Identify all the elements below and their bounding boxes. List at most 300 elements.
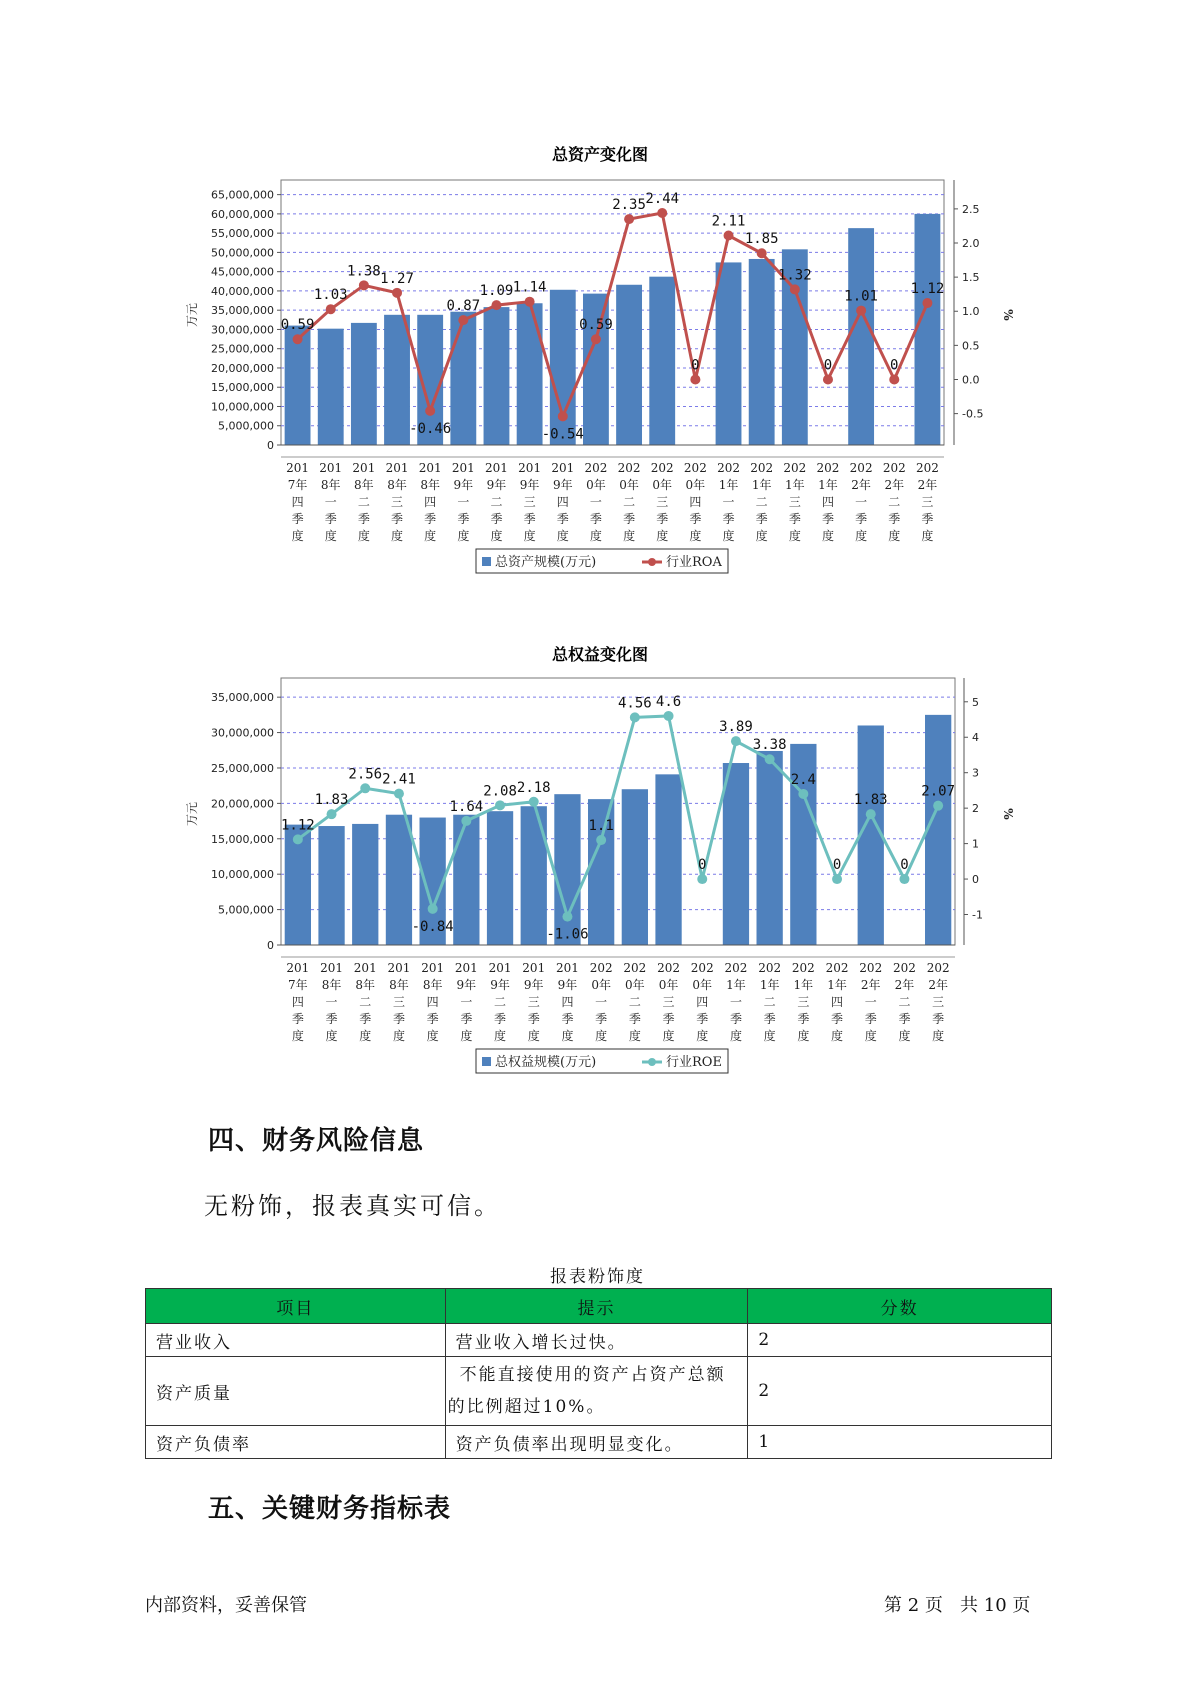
category-label: 季 <box>656 512 669 526</box>
category-label: 季 <box>523 512 536 526</box>
ratio-point <box>596 835 606 845</box>
ratio-data-label: -0.84 <box>411 918 454 935</box>
ratio-data-label: 1.83 <box>314 792 349 809</box>
category-label: 季 <box>457 512 470 526</box>
y2-tick-label: 2.5 <box>962 202 980 216</box>
ratio-data-label: 2.56 <box>348 766 383 783</box>
table-row <box>146 1324 1052 1357</box>
bar <box>622 789 648 945</box>
category-label: 季 <box>357 512 370 526</box>
table-caption: 报表粉饰度 <box>550 1267 645 1287</box>
category-label: 201 <box>485 461 508 475</box>
category-label: 度 <box>932 1029 945 1043</box>
ratio-data-label: 0 <box>900 857 909 874</box>
ratio-point <box>823 374 833 384</box>
category-label: 9年 <box>456 978 477 992</box>
category-label: 1年 <box>793 978 814 992</box>
category-label: 8年 <box>389 978 409 992</box>
category-label: 9年 <box>490 978 510 992</box>
category-label: 度 <box>821 529 834 543</box>
y2-tick-label: 2 <box>972 802 979 816</box>
category-label: 2年 <box>860 978 881 992</box>
category-label: 度 <box>755 529 768 543</box>
category-label: 四 <box>831 995 844 1009</box>
ratio-point <box>293 834 303 844</box>
category-label: 季 <box>490 512 503 526</box>
category-label: 度 <box>494 1029 507 1043</box>
category-label: 1年 <box>759 978 780 992</box>
footer-page-number: 第 2 页 共 10 页 <box>884 1595 1031 1616</box>
category-label: 8年 <box>320 478 341 492</box>
ratio-point <box>293 334 303 344</box>
plot-frame <box>281 678 955 945</box>
category-label: 1年 <box>718 478 739 492</box>
ratio-data-label: -0.54 <box>541 426 584 443</box>
table-cell: 营业收入 <box>146 1324 446 1357</box>
legend-label-bar: 总权益规模(万元) <box>495 1055 597 1070</box>
y2-tick-label: 0.5 <box>962 339 980 353</box>
category-label: 四 <box>291 495 304 509</box>
category-label: 度 <box>392 1029 405 1043</box>
category-label: 9年 <box>453 478 474 492</box>
category-label: 2年 <box>917 478 938 492</box>
category-label: 二 <box>888 495 901 509</box>
category-label: 1年 <box>785 478 805 492</box>
category-label: 0年 <box>591 978 611 992</box>
category-label: 度 <box>291 1029 304 1043</box>
table-row <box>146 1357 1052 1426</box>
table-cell: 2 <box>748 1357 1052 1426</box>
category-label: 一 <box>457 495 470 509</box>
category-label: 202 <box>816 461 840 475</box>
section4-summary: 无粉饰，报表真实可信。 <box>204 1192 501 1220</box>
category-label: 度 <box>325 1029 338 1043</box>
category-label: 二 <box>494 995 507 1009</box>
ratio-point <box>933 801 943 811</box>
bar <box>453 815 479 945</box>
category-label: 9年 <box>486 478 507 492</box>
ratio-data-label: 1.27 <box>380 270 414 287</box>
ratio-point <box>690 374 700 384</box>
category-label: 度 <box>898 1029 911 1043</box>
section4-heading: 四、财务风险信息 <box>208 1126 425 1156</box>
ratio-point <box>359 280 369 290</box>
table-header-cell: 提示 <box>445 1289 748 1324</box>
y-tick-label: 60,000,000 <box>211 207 274 221</box>
legend-label-line: 行业ROE <box>666 1055 722 1070</box>
bar <box>521 806 547 945</box>
category-label: 0年 <box>658 978 679 992</box>
bar <box>351 323 377 445</box>
category-label: 度 <box>788 529 801 543</box>
category-label: 202 <box>825 961 849 975</box>
ratio-data-label: 4.6 <box>655 693 682 710</box>
ratio-point <box>394 789 404 799</box>
category-label: 一 <box>855 495 868 509</box>
y2-tick-label: 0.0 <box>962 373 980 387</box>
ratio-data-label: 1.09 <box>479 283 514 300</box>
category-label: 2年 <box>928 978 948 992</box>
y2-tick-label: -1 <box>972 908 983 922</box>
category-label: 三 <box>932 995 945 1009</box>
bar <box>716 262 742 445</box>
plot-frame <box>281 180 944 445</box>
y-tick-label: 15,000,000 <box>211 832 274 846</box>
category-label: 201 <box>418 461 442 475</box>
y2-tick-label: 1.0 <box>962 305 980 319</box>
ratio-point <box>425 406 435 416</box>
category-label: 三 <box>797 995 810 1009</box>
bar <box>655 774 681 945</box>
ratio-data-label: 0 <box>698 857 707 874</box>
ratio-point <box>558 411 568 421</box>
ratio-data-label: 1.1 <box>588 818 614 835</box>
chart-title: 总资产变化图 <box>551 145 649 164</box>
category-label: 202 <box>849 461 873 475</box>
ratio-point <box>856 306 866 316</box>
category-label: 季 <box>662 1012 675 1026</box>
ratio-data-label: 0.59 <box>280 317 315 334</box>
category-label: 201 <box>385 461 409 475</box>
ratio-data-label: 2.44 <box>645 190 680 207</box>
ratio-data-label: -0.46 <box>409 420 452 437</box>
ratio-data-label: 4.56 <box>617 695 652 712</box>
bar <box>649 277 675 445</box>
ratio-data-label: 1.12 <box>910 281 945 298</box>
chart-title: 总权益变化图 <box>551 645 649 664</box>
category-label: 度 <box>797 1029 810 1043</box>
category-label: 度 <box>357 529 370 543</box>
ratio-data-label: 1.38 <box>347 263 381 280</box>
category-label: 度 <box>426 1029 439 1043</box>
category-label: 二 <box>490 495 503 509</box>
category-label: 202 <box>783 461 807 475</box>
ratio-data-label: 0 <box>832 857 842 874</box>
category-label: 度 <box>556 529 569 543</box>
bar <box>318 329 344 445</box>
ratio-point <box>790 284 800 294</box>
y2-tick-label: 1.5 <box>962 271 980 285</box>
table-header-cell: 项目 <box>146 1289 446 1324</box>
category-label: 度 <box>831 1029 844 1043</box>
category-label: 度 <box>855 529 868 543</box>
category-label: 季 <box>821 512 834 526</box>
ratio-data-label: 2.35 <box>612 197 646 214</box>
ratio-point <box>697 874 707 884</box>
bar <box>550 290 576 445</box>
y-tick-label: 20,000,000 <box>211 797 274 811</box>
category-label: 202 <box>926 961 950 975</box>
ratio-data-label: 1.83 <box>853 792 888 809</box>
category-label: 2年 <box>884 478 905 492</box>
table-header-row <box>146 1289 1052 1324</box>
category-label: 季 <box>561 1012 574 1026</box>
category-label: 季 <box>494 1012 507 1026</box>
category-label: 0年 <box>685 478 706 492</box>
category-label: 8年 <box>422 978 443 992</box>
ratio-point <box>491 300 501 310</box>
section5-heading: 五、关键财务指标表 <box>208 1494 452 1524</box>
bar <box>352 824 378 945</box>
ratio-point <box>360 783 370 793</box>
total-assets-chart-svg <box>0 130 1191 600</box>
y2-tick-label: 2.0 <box>962 237 980 251</box>
ratio-data-label: 2.18 <box>516 779 551 796</box>
category-label: 三 <box>788 495 801 509</box>
ratio-data-label: 1.12 <box>280 817 315 834</box>
category-label: 9年 <box>523 978 544 992</box>
category-label: 季 <box>325 1012 338 1026</box>
category-label: 0年 <box>586 478 606 492</box>
category-label: 季 <box>628 1012 641 1026</box>
category-label: 季 <box>424 512 437 526</box>
category-label: 季 <box>788 512 801 526</box>
ratio-point <box>922 298 932 308</box>
ratio-data-label: 1.64 <box>449 798 484 815</box>
y-tick-label: 5,000,000 <box>218 419 274 433</box>
category-label: 度 <box>424 529 437 543</box>
category-label: 一 <box>722 495 735 509</box>
category-label: 一 <box>589 495 602 509</box>
category-label: 季 <box>888 512 901 526</box>
category-label: 度 <box>391 529 404 543</box>
category-label: 202 <box>750 461 774 475</box>
category-label: 季 <box>831 1012 844 1026</box>
category-label: 三 <box>656 495 669 509</box>
bar <box>484 307 510 445</box>
ratio-data-label: 0 <box>890 357 899 374</box>
category-label: 0年 <box>652 478 673 492</box>
y-tick-label: 65,000,000 <box>211 188 274 202</box>
table-cell: 1 <box>748 1426 1052 1459</box>
category-label: 四 <box>556 495 569 509</box>
category-label: 二 <box>628 995 641 1009</box>
y2-tick-label: 3 <box>972 766 979 780</box>
table-cell: 资产负债率 <box>146 1426 446 1459</box>
category-label: 201 <box>286 961 310 975</box>
category-label: 一 <box>460 995 473 1009</box>
category-label: 201 <box>551 461 575 475</box>
bar <box>757 751 783 945</box>
category-label: 度 <box>623 529 636 543</box>
y-tick-label: 30,000,000 <box>211 323 274 337</box>
ratio-data-label: 2.4 <box>790 771 816 788</box>
category-label: 202 <box>690 961 714 975</box>
category-label: 季 <box>527 1012 540 1026</box>
category-label: 201 <box>488 961 512 975</box>
category-label: 201 <box>320 961 344 975</box>
category-label: 201 <box>352 461 376 475</box>
bar <box>384 315 410 445</box>
category-label: 202 <box>758 961 782 975</box>
category-label: 1年 <box>726 978 746 992</box>
category-label: 三 <box>391 495 404 509</box>
table-cell: 营业收入增长过快。 <box>445 1324 748 1357</box>
ratio-point <box>525 297 535 307</box>
y-tick-label: 35,000,000 <box>211 691 274 705</box>
y2-tick-label: -0.5 <box>962 407 984 421</box>
category-label: 202 <box>657 961 681 975</box>
category-label: 四 <box>696 995 709 1009</box>
category-label: 202 <box>650 461 674 475</box>
category-label: 202 <box>589 961 613 975</box>
category-label: 度 <box>763 1029 776 1043</box>
category-label: 201 <box>555 961 579 975</box>
table-header-cell: 分数 <box>748 1289 1052 1324</box>
category-label: 度 <box>324 529 337 543</box>
category-label: 季 <box>324 512 337 526</box>
y2-tick-label: 4 <box>972 731 979 745</box>
category-label: 度 <box>628 1029 641 1043</box>
category-label: 季 <box>589 512 602 526</box>
left-axis-unit: 万元 <box>185 801 199 827</box>
category-label: 度 <box>662 1029 675 1043</box>
category-label: 度 <box>722 529 735 543</box>
category-label: 9年 <box>519 478 540 492</box>
category-label: 201 <box>451 461 475 475</box>
category-label: 季 <box>623 512 636 526</box>
legend-bar-swatch <box>482 557 491 566</box>
category-label: 四 <box>426 995 439 1009</box>
table-cell: 2 <box>748 1324 1052 1357</box>
ratio-data-label: 1.85 <box>744 231 779 248</box>
category-label: 度 <box>359 1029 372 1043</box>
category-label: 季 <box>595 1012 608 1026</box>
ratio-data-label: 1.01 <box>844 288 878 305</box>
ratio-point <box>899 874 909 884</box>
ratio-point <box>664 711 674 721</box>
category-label: 季 <box>696 1012 709 1026</box>
category-label: 8年 <box>387 478 407 492</box>
ratio-point <box>495 800 505 810</box>
category-label: 季 <box>932 1012 945 1026</box>
ratio-point <box>630 712 640 722</box>
category-label: 1年 <box>818 478 838 492</box>
ratio-point <box>866 809 876 819</box>
category-label: 202 <box>892 961 916 975</box>
ratio-data-label: 0.59 <box>579 317 613 334</box>
ratio-data-label: 0 <box>823 357 833 374</box>
category-label: 0年 <box>625 978 645 992</box>
total-equity-chart-svg <box>0 630 1191 1100</box>
category-label: 三 <box>662 995 675 1009</box>
ratio-point <box>461 816 471 826</box>
total-equity-chart <box>0 630 1191 1100</box>
category-label: 季 <box>855 512 868 526</box>
category-label: 201 <box>454 961 478 975</box>
category-label: 度 <box>921 529 934 543</box>
category-label: 季 <box>291 1012 304 1026</box>
ratio-data-label: 2.08 <box>483 783 517 800</box>
bar <box>749 259 775 445</box>
category-label: 季 <box>898 1012 911 1026</box>
category-label: 一 <box>595 995 608 1009</box>
category-label: 二 <box>898 995 911 1009</box>
table-cell: 资产质量 <box>146 1357 446 1426</box>
category-label: 8年 <box>420 478 440 492</box>
bar <box>858 725 884 945</box>
y-tick-label: 15,000,000 <box>211 381 274 395</box>
ratio-data-label: 1.03 <box>313 287 348 304</box>
category-label: 7年 <box>288 978 308 992</box>
bar <box>616 285 642 445</box>
y-tick-label: 50,000,000 <box>211 246 274 260</box>
y-tick-label: 40,000,000 <box>211 284 274 298</box>
category-label: 一 <box>324 495 337 509</box>
bar <box>517 303 543 445</box>
y-tick-label: 10,000,000 <box>211 400 274 414</box>
y-tick-label: 35,000,000 <box>211 304 274 318</box>
category-label: 9年 <box>552 478 573 492</box>
category-label: 8年 <box>321 978 342 992</box>
category-label: 201 <box>286 461 310 475</box>
category-label: 8年 <box>355 978 376 992</box>
table-cell: 资产负债率出现明显变化。 <box>445 1426 748 1459</box>
ratio-data-label: 2.07 <box>921 783 956 800</box>
ratio-point <box>832 874 842 884</box>
category-label: 202 <box>584 461 608 475</box>
total-assets-chart <box>0 130 1191 600</box>
ratio-point <box>798 789 808 799</box>
category-label: 季 <box>729 1012 742 1026</box>
y-tick-label: 5,000,000 <box>218 903 274 917</box>
category-label: 度 <box>729 1029 742 1043</box>
category-label: 季 <box>689 512 702 526</box>
category-label: 202 <box>859 961 883 975</box>
category-label: 四 <box>821 495 834 509</box>
category-label: 度 <box>589 529 602 543</box>
risk-table <box>145 1288 1052 1459</box>
category-label: 度 <box>490 529 503 543</box>
bar <box>386 815 412 945</box>
bar <box>914 214 940 445</box>
category-label: 一 <box>864 995 877 1009</box>
bar <box>723 763 749 945</box>
category-label: 度 <box>595 1029 608 1043</box>
y-tick-label: 55,000,000 <box>211 227 274 241</box>
category-label: 四 <box>561 995 574 1009</box>
category-label: 201 <box>522 961 546 975</box>
category-label: 202 <box>724 961 748 975</box>
category-label: 二 <box>357 495 370 509</box>
category-label: 1年 <box>827 978 847 992</box>
ratio-data-label: 0.87 <box>446 298 481 315</box>
y2-tick-label: 5 <box>972 695 979 709</box>
category-label: 度 <box>888 529 901 543</box>
y-tick-label: 25,000,000 <box>211 761 274 775</box>
bar <box>554 794 580 945</box>
legend-label-line: 行业ROA <box>666 555 722 570</box>
ratio-point <box>392 288 402 298</box>
ratio-point <box>458 315 468 325</box>
category-label: 季 <box>291 512 304 526</box>
category-label: 度 <box>656 529 669 543</box>
category-label: 三 <box>527 995 540 1009</box>
category-label: 度 <box>696 1029 709 1043</box>
category-label: 二 <box>623 495 636 509</box>
y-tick-label: 45,000,000 <box>211 265 274 279</box>
category-label: 8年 <box>354 478 374 492</box>
table-cell: 不能直接使用的资产占资产总额的比例超过10%。 <box>445 1357 748 1426</box>
footer-left: 内部资料，妥善保管 <box>145 1595 307 1616</box>
category-label: 2年 <box>851 478 871 492</box>
category-label: 季 <box>426 1012 439 1026</box>
category-label: 度 <box>864 1029 877 1043</box>
ratio-point <box>757 248 767 258</box>
category-label: 季 <box>359 1012 372 1026</box>
ratio-data-label: -1.06 <box>546 926 589 943</box>
ratio-point <box>624 214 634 224</box>
